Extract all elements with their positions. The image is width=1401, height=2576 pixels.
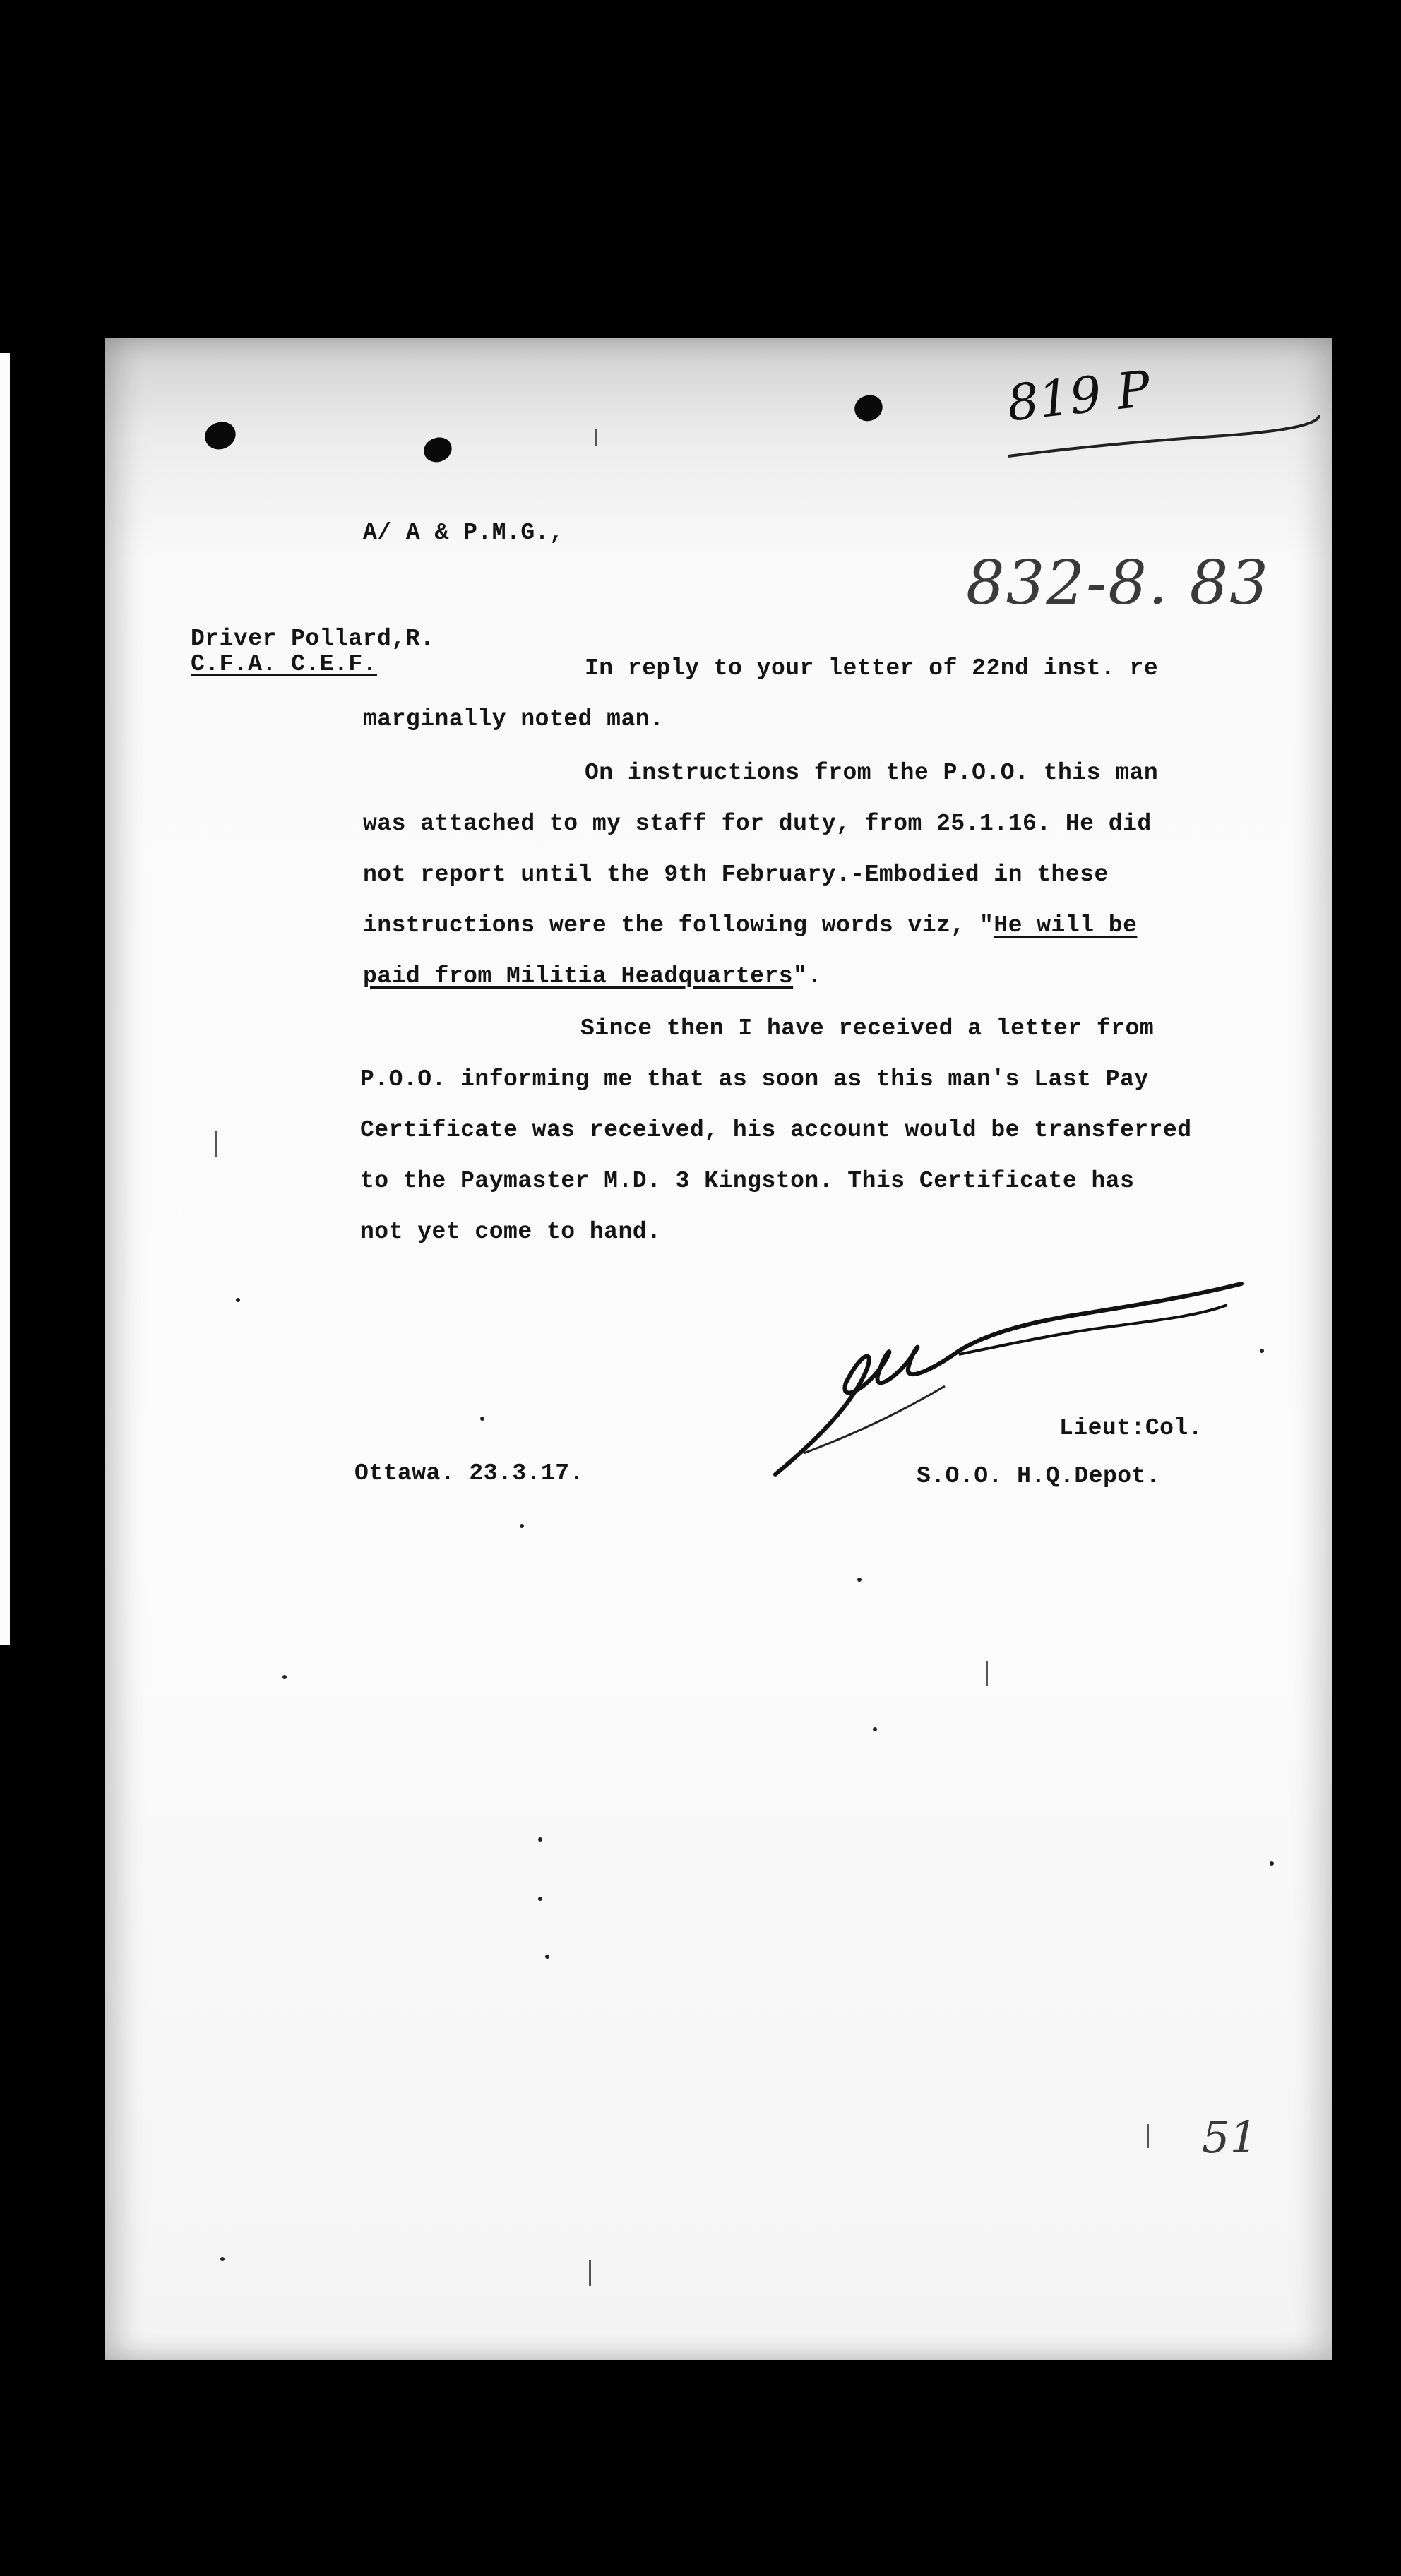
quoted-underlined-text: paid from Militia Headquarters (363, 963, 794, 989)
speck (282, 1675, 287, 1679)
body-line: not yet come to hand. (360, 1219, 662, 1245)
speck (857, 1578, 862, 1582)
body-text: ". (793, 963, 822, 989)
stray-mark (595, 429, 597, 446)
top-scribble: 819 P (1004, 359, 1153, 433)
file-number: 832-8. 83 (966, 548, 1270, 619)
signature (733, 1263, 1369, 1489)
speck (520, 1524, 524, 1528)
body-line: was attached to my staff for duty, from 25.1.16. He did (363, 811, 1152, 837)
speck (538, 1897, 542, 1901)
body-line: to the Paymaster M.D. 3 Kingston. This Certificate has (360, 1168, 1135, 1194)
body-line (363, 912, 1137, 938)
punch-hole (852, 392, 886, 424)
stray-mark (215, 1131, 217, 1157)
speck (545, 1955, 549, 1959)
stray-mark (589, 2260, 591, 2286)
body-line: not report until the 9th February.-Embodied in these (363, 861, 1109, 888)
speck (538, 1837, 542, 1842)
quoted-underlined-text: He will be (994, 912, 1138, 938)
punch-hole (202, 419, 239, 453)
signatory-office: S.O.O. H.Q.Depot. (917, 1463, 1161, 1489)
adjacent-page-edge (0, 353, 10, 1645)
body-line: marginally noted man. (363, 706, 664, 732)
body-line (363, 963, 822, 989)
addressee: A/ A & P.M.G., (363, 520, 564, 546)
speck (480, 1417, 484, 1421)
bottom-tick-mark (1147, 2124, 1149, 2148)
speck (1260, 1349, 1264, 1353)
speck (1270, 1861, 1274, 1866)
speck (236, 1298, 240, 1302)
punch-hole (421, 434, 454, 465)
body-line: On instructions from the P.O.O. this man (585, 760, 1159, 786)
bottom-note: 51 (1202, 2111, 1258, 2163)
body-line: Since then I have received a letter from (580, 1015, 1155, 1042)
top-scribble-line (1001, 408, 1326, 465)
body-text: instructions were the following words viz, " (363, 912, 994, 938)
signatory-rank: Lieut:Col. (1059, 1415, 1203, 1441)
speck (220, 2257, 225, 2261)
body-line: In reply to your letter of 22nd inst. re (585, 655, 1159, 681)
marginal-unit: C.F.A. C.E.F. (191, 651, 377, 677)
place-and-date: Ottawa. 23.3.17. (354, 1460, 584, 1486)
stray-mark (986, 1661, 988, 1686)
body-line: P.O.O. informing me that as soon as this man's Last Pay (360, 1066, 1149, 1092)
marginal-name: Driver Pollard,R. (191, 626, 435, 652)
speck (873, 1727, 877, 1731)
body-line: Certificate was received, his account would be transferred (360, 1117, 1192, 1143)
document-page (105, 338, 1332, 2360)
